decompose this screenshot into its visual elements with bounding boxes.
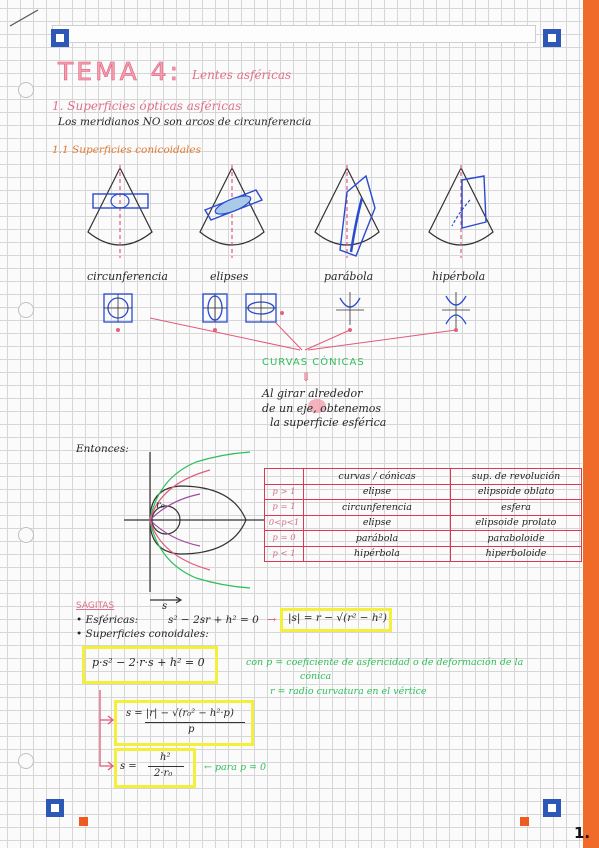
table-cell-p: p > 1 [265,484,304,500]
conic-equation: p·s² − 2·r·s + h² = 0 [92,656,205,669]
solution1-numerator: s = |r| − √(r₀² − h²·p) [126,708,234,719]
conic-label-circunferencia: circunferencia [87,270,168,283]
sagitas-title: SAGITAS [76,601,115,611]
table-cell-p: p = 1 [265,500,304,516]
table-cell-surface: esfera [451,500,582,516]
arrow-icon: → [267,613,277,626]
bullet-conoidales: • Superficies conoidales: [76,628,209,640]
table-row [265,515,582,531]
table-cell-curve: elipse [304,515,451,531]
subsection-heading: 1.1 Superficies conicoidales [52,144,201,156]
esfericas-equation: s² − 2sr + h² = 0 [168,614,259,626]
down-arrow-icon: ⇓ [301,370,312,384]
note-coeficiente: con p = coeficiente de asfericidad o de deformación de la [246,657,524,668]
conic-label-hiperbola: hipérbola [432,270,486,283]
table-header-cell: sup. de revolución [451,469,582,485]
entonces-label: Entonces: [76,443,129,455]
page-subtitle: Lentes asféricas [192,68,292,82]
fraction-bar [148,766,184,767]
solution2-note: ← para p = 0 [204,762,267,773]
section-note: Los meridianos NO son arcos de circunferencia [58,116,312,128]
table-cell-p: 0<p<1 [265,515,304,531]
table-cell-surface: paraboloide [451,531,582,547]
table-cell-surface: hiperboloide [451,546,582,562]
table-cell-p: p < 1 [265,546,304,562]
solution2-denominator: 2·r₀ [154,768,173,779]
note-conica: cónica [300,671,332,682]
highlight-box [114,700,254,746]
esfericas-result: |s| = r − √(r² − h²) [288,612,387,624]
table-cell-curve: circunferencia [304,500,451,516]
table-cell-surface: elipsoide prolato [451,515,582,531]
conic-label-elipses: elipses [210,270,249,283]
table-row [265,484,582,500]
conic-label-parabola: parábola [324,270,374,283]
page-number: 1. [574,824,591,842]
section-heading: 1. Superficies ópticas asféricas [52,99,242,113]
rotation-line-3: la superficie esférica [270,416,387,429]
table-cell-curve: hipérbola [304,546,451,562]
table-cell-surface: elipsoide oblato [451,484,582,500]
solution2-prefix: s = [120,761,137,772]
bullet-esfericas: • Esféricas: [76,614,139,626]
note-radio: r = radio curvatura en el vértice [270,686,427,697]
rotation-line-2: de un eje, obtenemos [262,402,382,415]
page-title: TEMA 4: [58,57,182,86]
s-label: s [162,601,168,612]
table-cell-curve: elipse [304,484,451,500]
table-cell-p: p = 0 [265,531,304,547]
solution2-numerator: h² [160,752,171,763]
conics-table [264,468,582,562]
rotation-line-1: Al girar alrededor [262,387,363,400]
table-header-cell: curvas / cónicas [304,469,451,485]
r0-label: r₀ [156,500,165,511]
curvas-conicas-title: CURVAS CÓNICAS [262,357,365,368]
table-header-row [265,469,582,485]
table-row [265,500,582,516]
table-header-cell [265,469,304,485]
table-row [265,546,582,562]
table-cell-curve: parábola [304,531,451,547]
fraction-bar [145,722,245,723]
solution1-denominator: p [188,724,195,735]
table-row [265,531,582,547]
